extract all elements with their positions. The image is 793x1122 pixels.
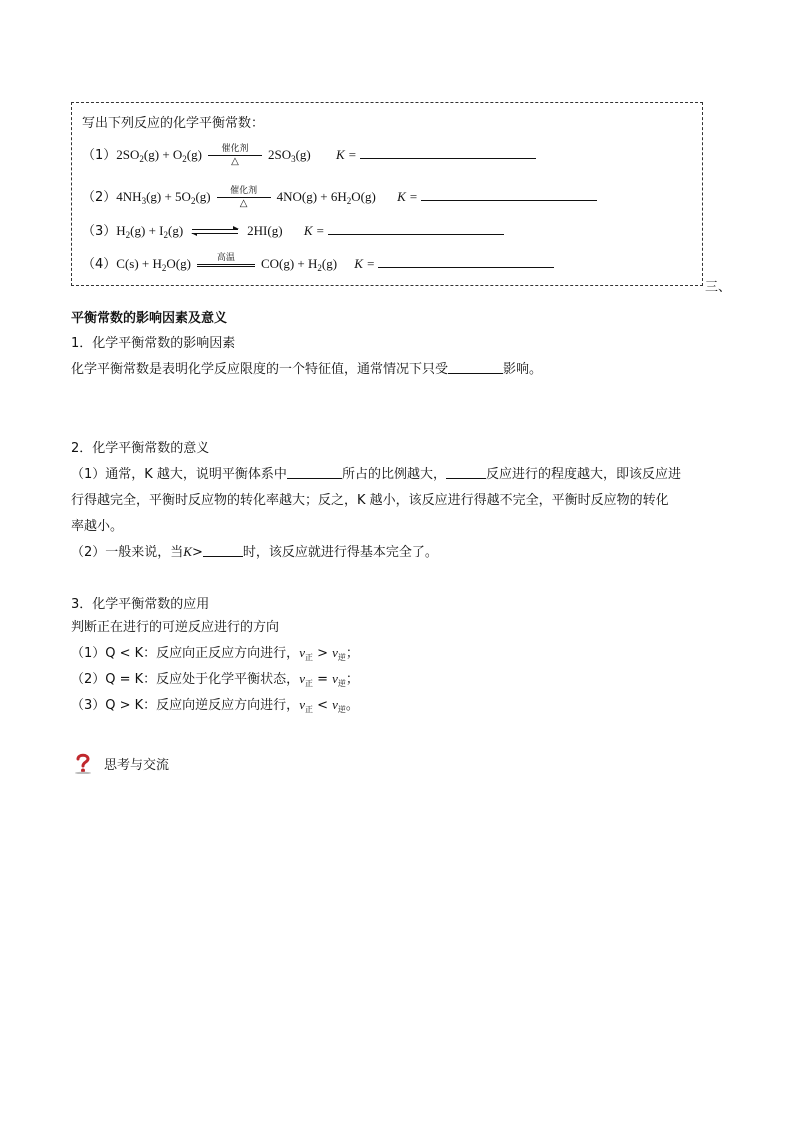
blank-threshold[interactable] xyxy=(203,544,243,557)
question-mark-icon xyxy=(74,752,92,774)
rule-item-1: （1）Q < K：反应向正反应方向进行，$v_正 > v_逆$； xyxy=(71,645,359,662)
products: $4NO(g) + 6H_2O(g)$ xyxy=(276,189,376,206)
reactants: $4NH_3(g) + 5O_2(g)$ xyxy=(116,189,211,206)
rule-item-3: （3）Q > K：反应向逆反应方向进行，$v_正 < v_逆$。 xyxy=(71,697,359,714)
reaction-4: $(4)C(s) + H_2O(g)$ 高温 $CO(g) + H_2(g) K$ = xyxy=(82,253,554,275)
think-discuss-label: 思考与交流 xyxy=(104,758,170,773)
exercise-intro: 写出下列反应的化学平衡常数： xyxy=(82,116,265,131)
reaction-3: $(3)H_2(g) + I_2(g)$ 2HI(g) K = xyxy=(82,220,504,240)
subsection-2-p1-line2: 行得越完全，平衡时反应物的转化率越大；反之，K 越小，该反应进行得越不完全，平衡时反应物的转化 xyxy=(71,493,669,508)
subsection-3-sub: 判断正在进行的可逆反应进行的方向 xyxy=(71,620,280,635)
answer-blank-3[interactable] xyxy=(328,222,504,235)
answer-blank-4[interactable] xyxy=(378,255,554,268)
subsection-2-p2: （2）一般来说，当K> 时，该反应就进行得基本完全了。 xyxy=(71,544,438,560)
section-number: 三、 xyxy=(705,280,732,295)
reactants: $C(s) + H_2O(g)$ xyxy=(116,256,191,273)
reactants: $H_2(g) + I_2(g)$ xyxy=(116,223,184,240)
reaction-2: $(2)4NH_3(g) + 5O_2(g)$ 催化剂 △ $4NO(g) + 6H_2O(g) K$ = xyxy=(82,186,597,208)
answer-blank-1[interactable] xyxy=(360,146,536,159)
blank-direction[interactable] xyxy=(446,466,486,479)
high-temp-arrow: 高温 xyxy=(195,255,257,275)
catalyst-heat-arrow: 催化剂 △ xyxy=(215,188,273,208)
section-title: 平衡常数的影响因素及意义 xyxy=(71,311,228,326)
answer-blank-2[interactable] xyxy=(421,188,597,201)
subsection-2-p1-line1: （1）通常，K 越大，说明平衡体系中 所占的比例越大， 反应进行的程度越大，即该反应进 xyxy=(71,467,681,482)
reaction-1: $(1)2SO_2(g) + O_2(g)$ 催化剂 △ $2SO_3(g) K$ = xyxy=(82,144,536,166)
reactants: $2SO_2(g) + O_2(g)$ xyxy=(116,147,202,164)
subsection-1-title: 1．化学平衡常数的影响因素 xyxy=(71,336,236,351)
reversible-arrow-icon xyxy=(188,225,242,239)
subsection-3-title: 3．化学平衡常数的应用 xyxy=(71,597,210,612)
rule-item-2: （2）Q = K：反应处于化学平衡状态，$v_正 = v_逆$； xyxy=(71,671,359,688)
catalyst-heat-arrow: 催化剂 △ xyxy=(206,146,264,166)
subsection-2-p1-line3: 率越小。 xyxy=(71,519,124,534)
products: 2HI(g) xyxy=(247,223,283,238)
products: $CO(g) + H_2(g)$ xyxy=(260,256,338,273)
subsection-2-title: 2．化学平衡常数的意义 xyxy=(71,441,210,456)
blank-influence[interactable] xyxy=(448,361,503,374)
blank-proportion[interactable] xyxy=(287,466,342,479)
subsection-1-text: 化学平衡常数是表明化学反应限度的一个特征值，通常情况下只受 影响。 xyxy=(71,362,543,377)
products: $2SO_3(g)$ xyxy=(267,147,311,164)
